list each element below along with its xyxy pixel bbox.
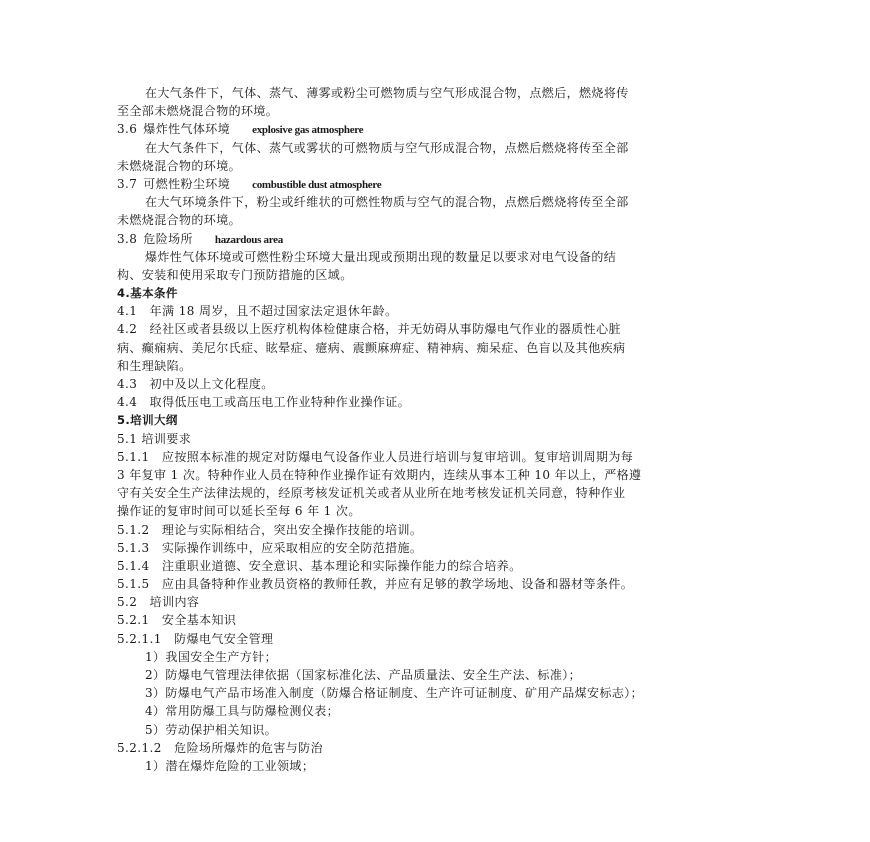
paragraph-line: 5.2 培训内容 <box>117 595 200 610</box>
paragraph-line: 3 年复审 1 次。特种作业人员在特种作业操作证有效期内，连续从事本工种 10 年以上，严格遵 <box>117 467 642 482</box>
term-title: 可燃性粉尘环境 <box>143 176 231 191</box>
list-item: 1）潜在爆炸危险的工业领域； <box>145 758 315 773</box>
paragraph-line: 在大气环境条件下，粉尘或纤维状的可燃性物质与空气的混合物，点燃后燃烧将传至全部 <box>145 195 629 210</box>
paragraph-line: 未燃烧混合物的环境。 <box>117 213 242 228</box>
paragraph-line: 病、癫痫病、美尼尔氏症、眩晕症、癔病、震颤麻痹症、精神病、痴呆症、色盲以及其他疾病 <box>117 340 626 355</box>
paragraph-line: 5.1.4 注重职业道德、安全意识、基本理论和实际操作能力的综合培养。 <box>117 558 522 573</box>
term-heading <box>117 175 747 193</box>
paragraph-line: 5.1.3 实际操作训练中，应采取相应的安全防范措施。 <box>117 540 423 555</box>
paragraph-line: 4.2 经社区或者县级以上医疗机构体检健康合格，并无妨碍从事防爆电气作业的器质性心脏 <box>117 322 621 337</box>
paragraph-line: 在大气条件下，气体、蒸气或雾状的可燃物质与空气形成混合物，点燃后燃烧将传至全部 <box>145 140 629 155</box>
term-heading <box>117 230 747 248</box>
term-title: 危险场所 <box>143 231 193 246</box>
paragraph-line: 5.1 培训要求 <box>117 431 192 446</box>
section-heading: 5.培训大纲 <box>117 413 178 428</box>
term-heading <box>117 120 747 138</box>
paragraph-line: 和生理缺陷。 <box>117 358 192 373</box>
paragraph-line: 未燃烧混合物的环境。 <box>117 158 242 173</box>
paragraph-line: 爆炸性气体环境或可燃性粉尘环境大量出现或预期出现的数量足以要求对电气设备的结 <box>145 249 617 264</box>
term-title: 爆炸性气体环境 <box>143 122 231 137</box>
list-item: 5）劳动保护相关知识。 <box>145 722 278 737</box>
list-item: 4）常用防爆工具与防爆检测仪表； <box>145 704 340 719</box>
paragraph-line: 操作证的复审时间可以延长至每 6 年 1 次。 <box>117 504 361 519</box>
list-item: 1）我国安全生产方针； <box>145 649 278 664</box>
paragraph-line: 4.4 取得低压电工或高压电工作业特种作业操作证。 <box>117 395 411 410</box>
paragraph-line: 至全部未燃烧混合物的环境。 <box>117 104 279 119</box>
term-english: hazardous area <box>214 233 283 246</box>
term-number: 3.6 <box>117 122 138 137</box>
paragraph-line: 4.3 初中及以上文化程度。 <box>117 377 274 391</box>
term-number: 3.8 <box>117 231 138 246</box>
paragraph-line: 5.1.5 应由具备特种作业教员资格的教师任教，并应有足够的教学场地、设备和器材等条件。 <box>117 577 634 592</box>
paragraph-line: 在大气条件下，气体、蒸气、薄雾或粉尘可燃物质与空气形成混合物，点燃后，燃烧将传 <box>145 86 629 100</box>
paragraph-line: 5.2.1.1 防爆电气安全管理 <box>117 631 274 646</box>
section-heading: 4.基本条件 <box>117 286 178 301</box>
list-item: 2）防爆电气管理法律依据（国家标准化法、产品质量法、安全生产法、标准）； <box>145 668 582 682</box>
list-item: 3）防爆电气产品市场准入制度（防爆合格证制度、生产许可证制度、矿用产品煤安标志）； <box>145 686 644 701</box>
term-number: 3.7 <box>117 176 138 191</box>
term-english: explosive gas atmosphere <box>252 124 364 137</box>
paragraph-line: 5.2.1.2 危险场所爆炸的危害与防治 <box>117 740 323 755</box>
document-body <box>117 84 747 775</box>
term-english: combustible dust atmosphere <box>252 178 382 191</box>
paragraph-line: 5.2.1 安全基本知识 <box>117 613 237 628</box>
paragraph-line: 4.1 年满 18 周岁，且不超过国家法定退休年龄。 <box>117 304 398 319</box>
paragraph-line: 构、安装和使用采取专门预防措施的区域。 <box>117 267 353 282</box>
paragraph-line: 守有关安全生产法律法规的，经原考核发证机关或者从业所在地考核发证机关同意，特种作业 <box>117 486 626 501</box>
paragraph-line: 5.1.1 应按照本标准的规定对防爆电气设备作业人员进行培训与复审培训。复审培训周期为每 <box>117 449 634 464</box>
paragraph-line: 5.1.2 理论与实际相结合，突出安全操作技能的培训。 <box>117 522 423 537</box>
